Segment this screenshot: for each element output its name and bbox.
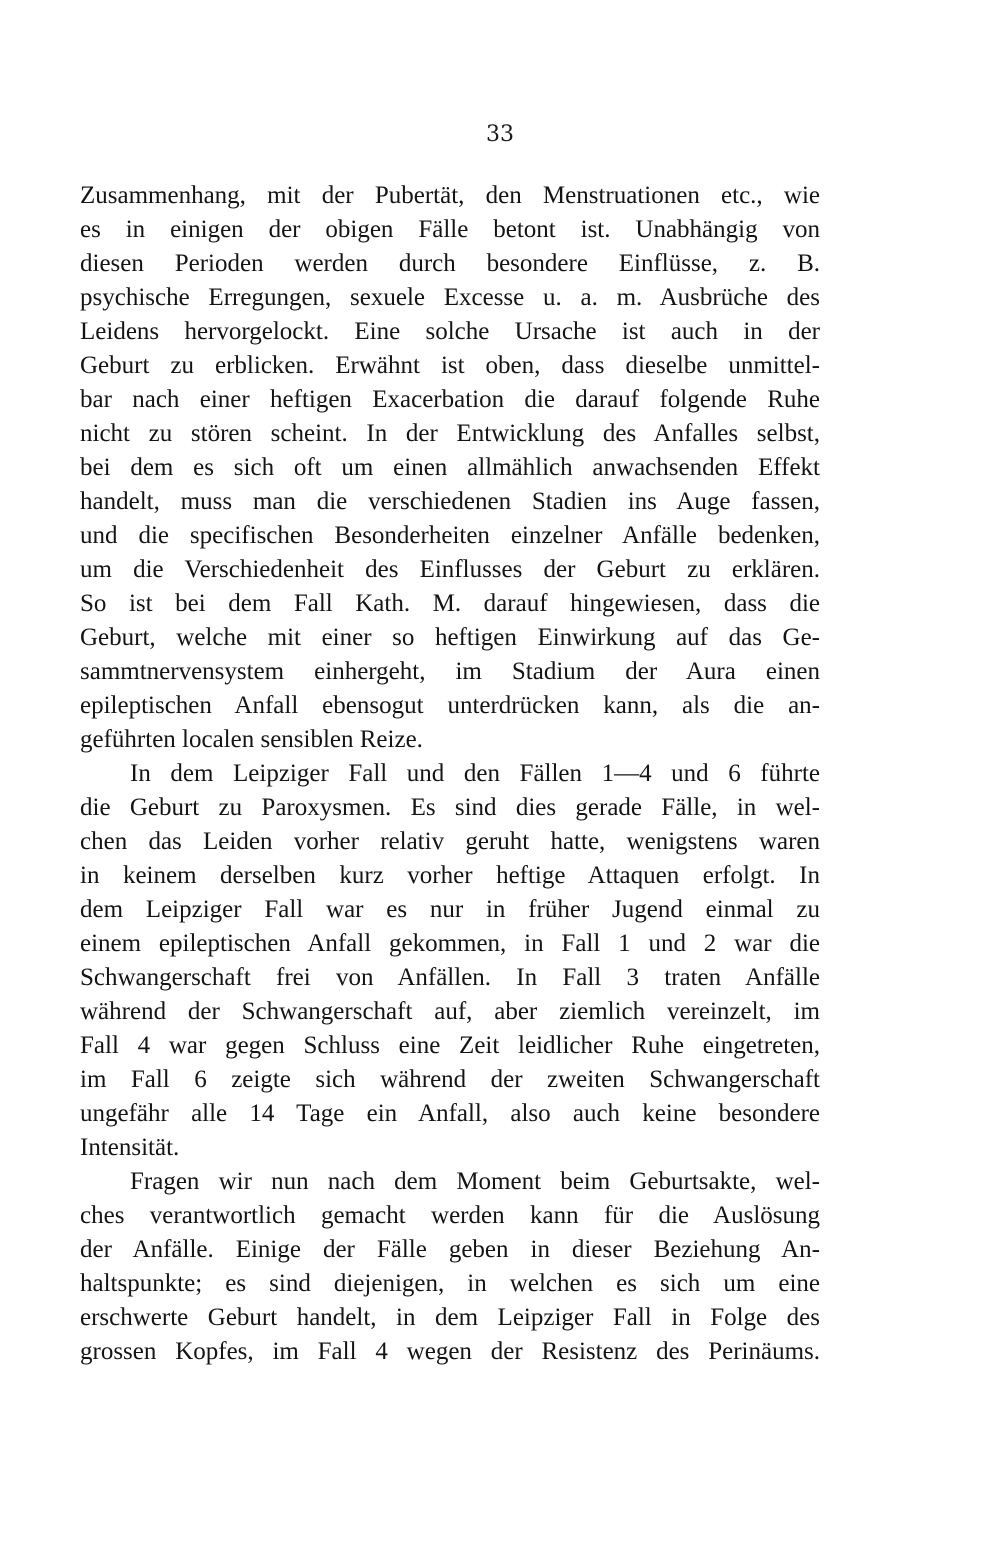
body-text bbox=[80, 179, 820, 1369]
text-line: Geburt, welche mit einer so heftigen Einwirkung auf das Ge- bbox=[80, 624, 820, 651]
paragraph-first-line: Fragen wir nun nach dem Moment beim Geburtsakte, wel- bbox=[130, 1168, 820, 1195]
text-line: während der Schwangerschaft auf, aber ziemlich vereinzelt, im bbox=[80, 998, 820, 1025]
text-line: um die Verschiedenheit des Einflusses der Geburt zu erklären. bbox=[80, 556, 820, 583]
text-line: nicht zu stören scheint. In der Entwicklung des Anfalles selbst, bbox=[80, 420, 820, 447]
text-line: haltspunkte; es sind diejenigen, in welchen es sich um eine bbox=[80, 1270, 820, 1297]
text-line: die Geburt zu Paroxysmen. Es sind dies gerade Fälle, in wel- bbox=[80, 794, 820, 821]
text-line: sammtnervensystem einhergeht, im Stadium der Aura einen bbox=[80, 658, 820, 685]
text-line: der Anfälle. Einige der Fälle geben in dieser Beziehung An- bbox=[80, 1236, 820, 1263]
text-line: bei dem es sich oft um einen allmählich anwachsenden Effekt bbox=[80, 454, 820, 481]
text-line: und die specifischen Besonderheiten einzelner Anfälle bedenken, bbox=[80, 522, 820, 549]
text-line: diesen Perioden werden durch besondere Einflüsse, z. B. bbox=[80, 250, 820, 277]
text-line: dem Leipziger Fall war es nur in früher Jugend einmal zu bbox=[80, 896, 820, 923]
text-line: im Fall 6 zeigte sich während der zweiten Schwangerschaft bbox=[80, 1066, 820, 1093]
text-line: handelt, muss man die verschiedenen Stadien ins Auge fassen, bbox=[80, 488, 820, 515]
text-line: chen das Leiden vorher relativ geruht hatte, wenigstens waren bbox=[80, 828, 820, 855]
text-line: bar nach einer heftigen Exacerbation die darauf folgende Ruhe bbox=[80, 386, 820, 413]
text-line: in keinem derselben kurz vorher heftige Attaquen erfolgt. In bbox=[80, 862, 820, 889]
text-line: grossen Kopfes, im Fall 4 wegen der Resistenz des Perinäums. bbox=[80, 1338, 820, 1365]
text-line: ungefähr alle 14 Tage ein Anfall, also auch keine besondere bbox=[80, 1100, 820, 1127]
text-line: Zusammenhang, mit der Pubertät, den Menstruationen etc., wie bbox=[80, 182, 820, 209]
text-line: epileptischen Anfall ebensogut unterdrücken kann, als die an- bbox=[80, 692, 820, 719]
paragraph-first-line: In dem Leipziger Fall und den Fällen 1—4 und 6 führte bbox=[130, 760, 820, 787]
text-line: Geburt zu erblicken. Erwähnt ist oben, dass dieselbe unmittel- bbox=[80, 352, 820, 379]
text-line: So ist bei dem Fall Kath. M. darauf hingewiesen, dass die bbox=[80, 590, 820, 617]
text-line: Leidens hervorgelockt. Eine solche Ursache ist auch in der bbox=[80, 318, 820, 345]
text-line: es in einigen der obigen Fälle betont ist. Unabhängig von bbox=[80, 216, 820, 243]
text-line: ches verantwortlich gemacht werden kann für die Auslösung bbox=[80, 1202, 820, 1229]
paragraph-last-line: Intensität. bbox=[80, 1134, 180, 1161]
text-line: Schwangerschaft frei von Anfällen. In Fall 3 traten Anfälle bbox=[80, 964, 820, 991]
text-line: Fall 4 war gegen Schluss eine Zeit leidlicher Ruhe eingetreten, bbox=[80, 1032, 820, 1059]
page-number: 33 bbox=[486, 122, 514, 147]
text-line: einem epileptischen Anfall gekommen, in Fall 1 und 2 war die bbox=[80, 930, 820, 957]
text-line: psychische Erregungen, sexuele Excesse u. a. m. Ausbrüche des bbox=[80, 284, 820, 311]
text-line: erschwerte Geburt handelt, in dem Leipziger Fall in Folge des bbox=[80, 1304, 820, 1331]
paragraph-last-line: geführten localen sensiblen Reize. bbox=[80, 726, 423, 753]
